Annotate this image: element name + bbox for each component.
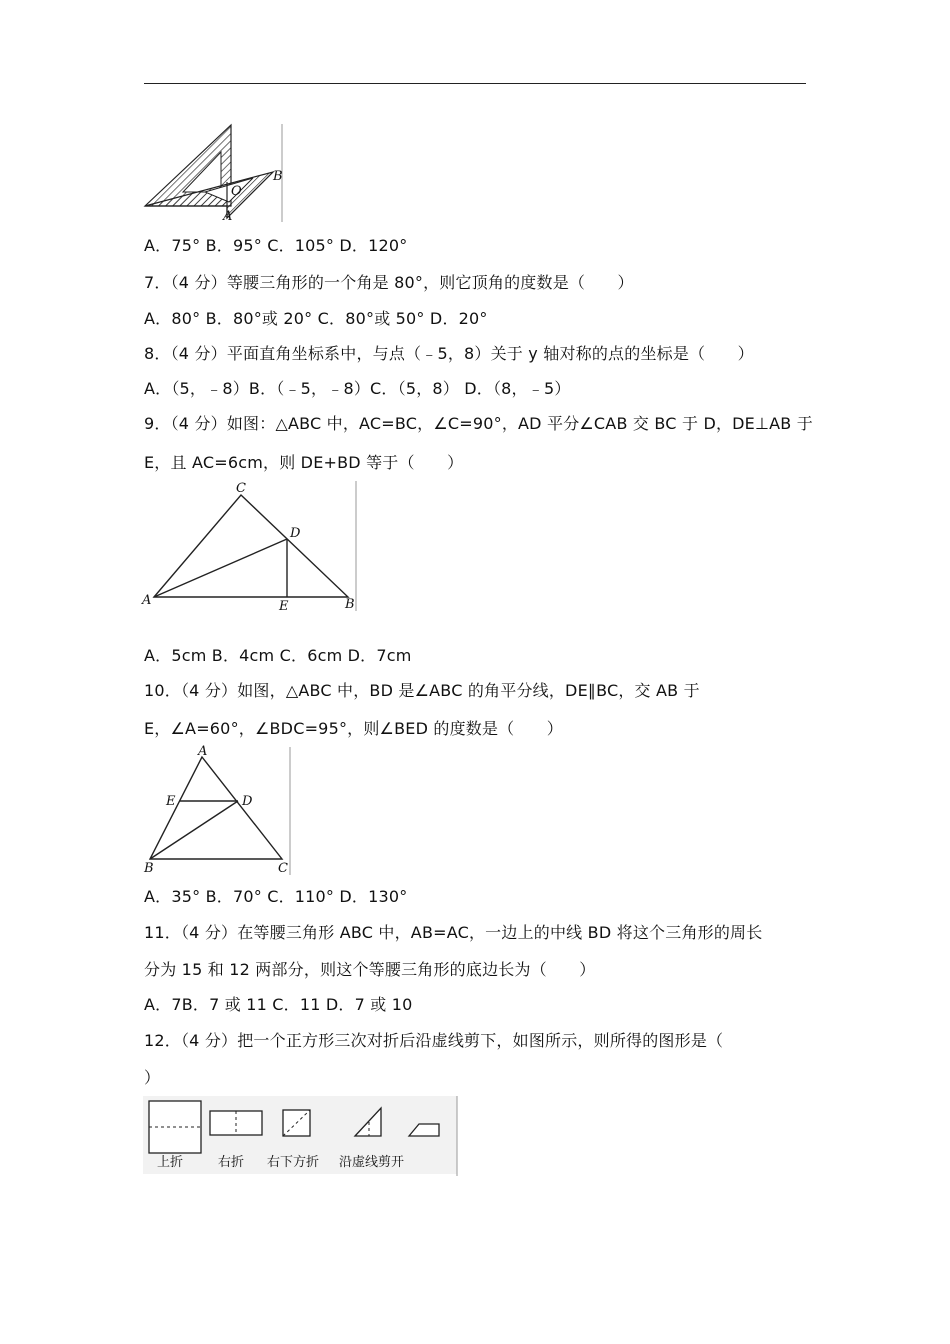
q11-stem-line1: 11．（4 分）在等腰三角形 ABC 中，AB=AC，一边上的中线 BD 将这个三角形的周长 — [144, 923, 763, 942]
q6-label-A: A — [223, 209, 233, 224]
q9-label-B: B — [345, 597, 355, 612]
q9-label-C: C — [236, 481, 246, 496]
q11-stem-line2: 分为 15 和 12 两部分，则这个等腰三角形的底边长为（ ） — [144, 960, 596, 979]
q10-label-C: C — [278, 861, 288, 876]
q7-stem: 7．（4 分）等腰三角形的一个角是 80°，则它顶角的度数是（ ） — [144, 273, 634, 292]
q10-options: A．35° B．70° C．110° D．130° — [144, 887, 408, 906]
header-rule — [144, 83, 806, 84]
q12-caption-1: 上折 — [157, 1155, 184, 1170]
q12-stem-line1: 12．（4 分）把一个正方形三次对折后沿虚线剪下，如图所示，则所得的图形是（ — [144, 1031, 724, 1050]
q9-options: A．5cm B．4cm C．6cm D．7cm — [144, 646, 412, 665]
q6-label-B: B — [273, 169, 283, 184]
q11-options: A．7B．7 或 11 C．11 D．7 或 10 — [144, 995, 413, 1014]
q6-options: A．75° B．95° C．105° D．120° — [144, 236, 408, 255]
q10-stem-line1: 10．（4 分）如图，△ABC 中，BD 是∠ABC 的角平分线，DE∥BC，交 AB 于 — [144, 681, 700, 700]
q6-label-O: O — [231, 184, 242, 199]
q8-options: A．（5，﹣8）B．（﹣5，﹣8）C．（5，8） D．（8，﹣5） — [144, 379, 571, 398]
q7-options: A．80° B．80°或 20° C．80°或 50° D．20° — [144, 309, 488, 328]
q9-label-E: E — [279, 599, 289, 614]
q6-figure — [143, 122, 288, 224]
q12-caption-3: 右下方折 — [267, 1155, 320, 1170]
q10-stem-line2: E，∠A=60°，∠BDC=95°，则∠BED 的度数是（ ） — [144, 719, 563, 738]
q9-figure — [140, 479, 360, 614]
q12-figure — [143, 1096, 461, 1178]
q12-caption-2: 右折 — [218, 1155, 245, 1170]
q9-label-D: D — [290, 526, 301, 541]
q10-label-E: E — [166, 794, 176, 809]
q12-caption-4: 沿虚线剪开 — [339, 1155, 405, 1170]
q10-label-D: D — [242, 794, 253, 809]
q10-label-B: B — [144, 861, 154, 876]
q10-label-A: A — [198, 745, 208, 759]
q9-stem-line1: 9．（4 分）如图：△ABC 中，AC=BC，∠C=90°，AD 平分∠CAB 交 BC 于 D，DE⊥AB 于 — [144, 414, 813, 433]
q9-stem-line2: E，且 AC=6cm，则 DE+BD 等于（ ） — [144, 453, 464, 472]
q9-label-A: A — [142, 593, 152, 608]
q12-stem-line2: ） — [144, 1068, 161, 1087]
q10-figure — [142, 745, 294, 877]
q8-stem: 8．（4 分）平面直角坐标系中，与点（﹣5，8）关于 y 轴对称的点的坐标是（ ） — [144, 344, 754, 363]
